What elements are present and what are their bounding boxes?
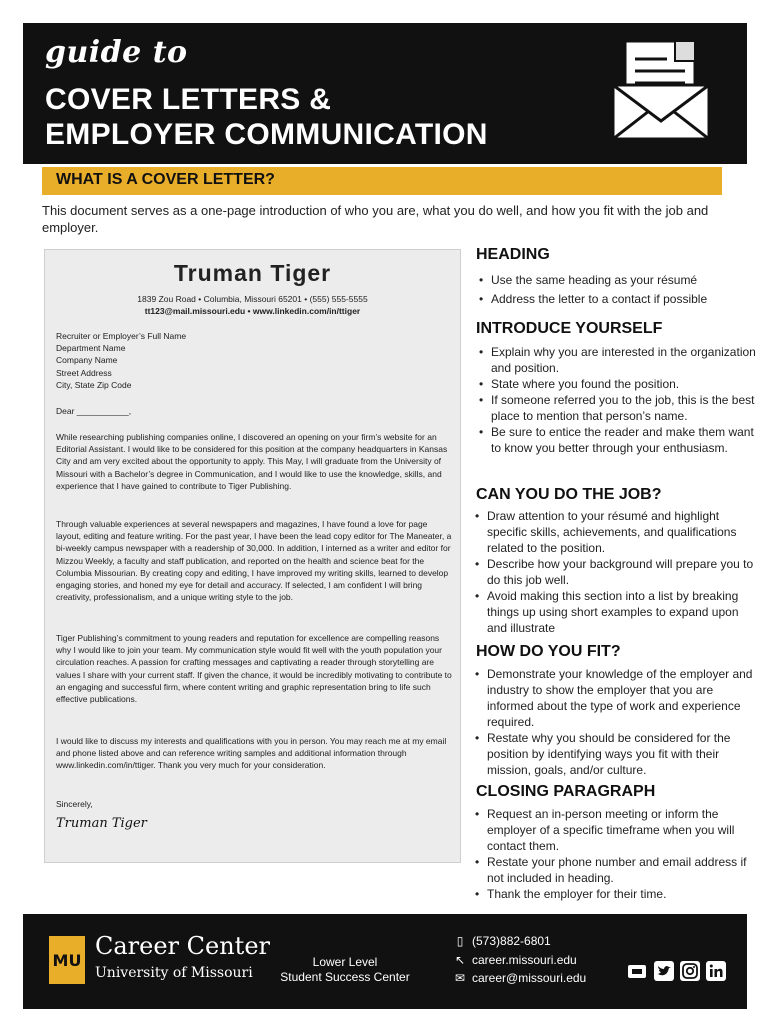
letter-contact-line-1: 1839 Zou Road • Columbia, Missouri 65201 • (555) 555-5555 [137, 294, 368, 304]
recipient-line: Street Address [56, 367, 112, 378]
list-item: • Describe how your background will prepare you to do this job well. [474, 556, 760, 588]
phone-number: (573)882-6801 [472, 934, 551, 948]
phone-contact[interactable] [453, 934, 551, 948]
org-subtitle: University of Missouri [95, 965, 253, 981]
letter-paragraph-1: While researching publishing companies online, I discovered an opening on your firm’s website for an Editorial Assistant. I would like to be considered for this position at the company headquarters in Kansas City and am very excited about the opportunity to apply. This May, I will graduate from the University of Missouri with a Bachelor’s degree in Communication, and I would like to use the knowledge, skills, and experience that I have gained to contribute to Tiger Publishing. [56, 432, 448, 491]
letter-recipient [56, 330, 452, 391]
list-item: • Explain why you are interested in the organization and position. [476, 344, 756, 376]
website-text: career.missouri.edu [472, 953, 577, 967]
location-line-2: Student Success Center [280, 970, 410, 984]
envelope-letter-icon [611, 33, 711, 141]
introduce-bullets [476, 344, 756, 456]
intro-text: This document serves as a one-page introduction of who you are, what you do well, and how you fit with the job and employer. [42, 203, 709, 235]
letter-paragraph-3: Tiger Publishing’s commitment to young readers and reputation for excellence are compelling reasons why I would like to join your team. My communication style would fit well with the youth population your circulation reaches. A passion for crafting messages and captivating a reader through storytelling are values I share with your current staff. If given the chance, it would be incredibly motivating to contribute to an engaging and successful firm, where content writing and graphic representation bring to life such effective publications. [56, 633, 452, 705]
section-band-title: WHAT IS A COVER LETTER? [56, 171, 275, 188]
website-link[interactable] [453, 953, 577, 967]
handshake-icon[interactable] [627, 961, 647, 981]
list-item: • Demonstrate your knowledge of the employer and industry to show the employer that you are informed about the type of work and experience required. [474, 666, 760, 730]
list-item: • Request an in-person meeting or inform the employer of a specific timeframe when you will contact them. [474, 806, 760, 854]
org-title: Career Center [95, 932, 270, 960]
list-item: • Thank the employer for their time. [474, 886, 760, 902]
recipient-line: Recruiter or Employer’s Full Name [56, 331, 187, 341]
email-link[interactable] [453, 971, 586, 985]
list-item: • Restate your phone number and email address if not included in heading. [474, 854, 760, 886]
phone-icon: ▯ [456, 934, 464, 948]
list-item: • Draw attention to your résumé and highlight specific skills, achievements, and qualifications related to the position. [474, 508, 760, 556]
header-banner [23, 23, 747, 164]
list-item: • Use the same heading as your résumé [476, 272, 756, 288]
heading-bullets [476, 272, 756, 307]
closing-bullets [474, 806, 760, 902]
recipient-line: Department Name [56, 343, 126, 354]
letter-contact-line-2: tt123@mail.missouri.edu • www.linkedin.com/in/ttiger [144, 306, 361, 316]
section-heading-introduce: INTRODUCE YOURSELF [476, 320, 663, 337]
email-icon: ✉ [454, 971, 466, 985]
can-you-do-bullets [474, 508, 760, 636]
list-item: • Be sure to entice the reader and make them want to know you better through your enthusiasm. [476, 424, 756, 456]
section-heading-closing: CLOSING PARAGRAPH [476, 783, 656, 800]
section-heading-can-you-do: CAN YOU DO THE JOB? [476, 486, 662, 503]
cursor-icon: ↖ [454, 953, 466, 967]
location-line-1: Lower Level [312, 955, 378, 969]
section-heading-how-fit: HOW DO YOU FIT? [476, 643, 621, 660]
linkedin-icon[interactable] [706, 961, 726, 981]
guide-script-title: guide to [45, 35, 188, 70]
list-item: • Address the letter to a contact if possible [476, 291, 756, 307]
recipient-line: Company Name [56, 355, 118, 366]
sample-letter [44, 249, 461, 863]
twitter-icon[interactable] [654, 961, 674, 981]
letter-name: Truman Tiger [173, 260, 332, 286]
page-title-line-1: COVER LETTERS & [45, 83, 332, 116]
section-band [42, 167, 722, 195]
section-heading-heading: HEADING [476, 246, 550, 263]
instagram-icon[interactable] [680, 961, 700, 981]
list-item: • If someone referred you to the job, this is the best place to mention that person’s name. [476, 392, 756, 424]
letter-signature: Truman Tiger [56, 816, 147, 831]
mu-logo-text: MU [52, 951, 82, 970]
letter-closing: Sincerely, [56, 799, 93, 809]
list-item: • Restate why you should be considered for the position by identifying ways you fit with their mission, goals, and/or culture. [474, 730, 760, 778]
recipient-line: City, State Zip Code [56, 379, 132, 390]
email-text: career@missouri.edu [472, 971, 587, 985]
list-item: • Avoid making this section into a list by breaking things up using short examples to expand upon and illustrate [474, 588, 760, 636]
mu-logo-icon [49, 936, 85, 984]
letter-salutation: Dear ___________, [56, 406, 132, 416]
page-title-line-2: EMPLOYER COMMUNICATION [45, 118, 488, 151]
letter-paragraph-2: Through valuable experiences at several newspapers and magazines, I have found a love for page layout, editing and feature writing. For the past year, I have been the lead copy editor for The Maneater, a bi-weekly campus newspaper with a readership of 30,000. In addition, I interned as a writer and editor for Mizzou Weekly, a faculty and staff publication, and reported on the health and science beat for the Columbia Missourian. By creating copy and editing, I have improved my writing skills, learned to develop engaging stories, and honed my eye for detail and accuracy. If selected, I am confident I will bring creativity, professionalism, and a unique writing style to the job. [56, 519, 452, 603]
footer [23, 914, 747, 1009]
how-fit-bullets [474, 666, 760, 778]
list-item: • State where you found the position. [476, 376, 756, 392]
letter-paragraph-4: I would like to discuss my interests and qualifications with you in person. You may reach me at my email and phone listed above and can reference writing samples and additional information through www.linkedin.com/in/ttiger. Thank you very much for your consideration. [56, 736, 447, 771]
